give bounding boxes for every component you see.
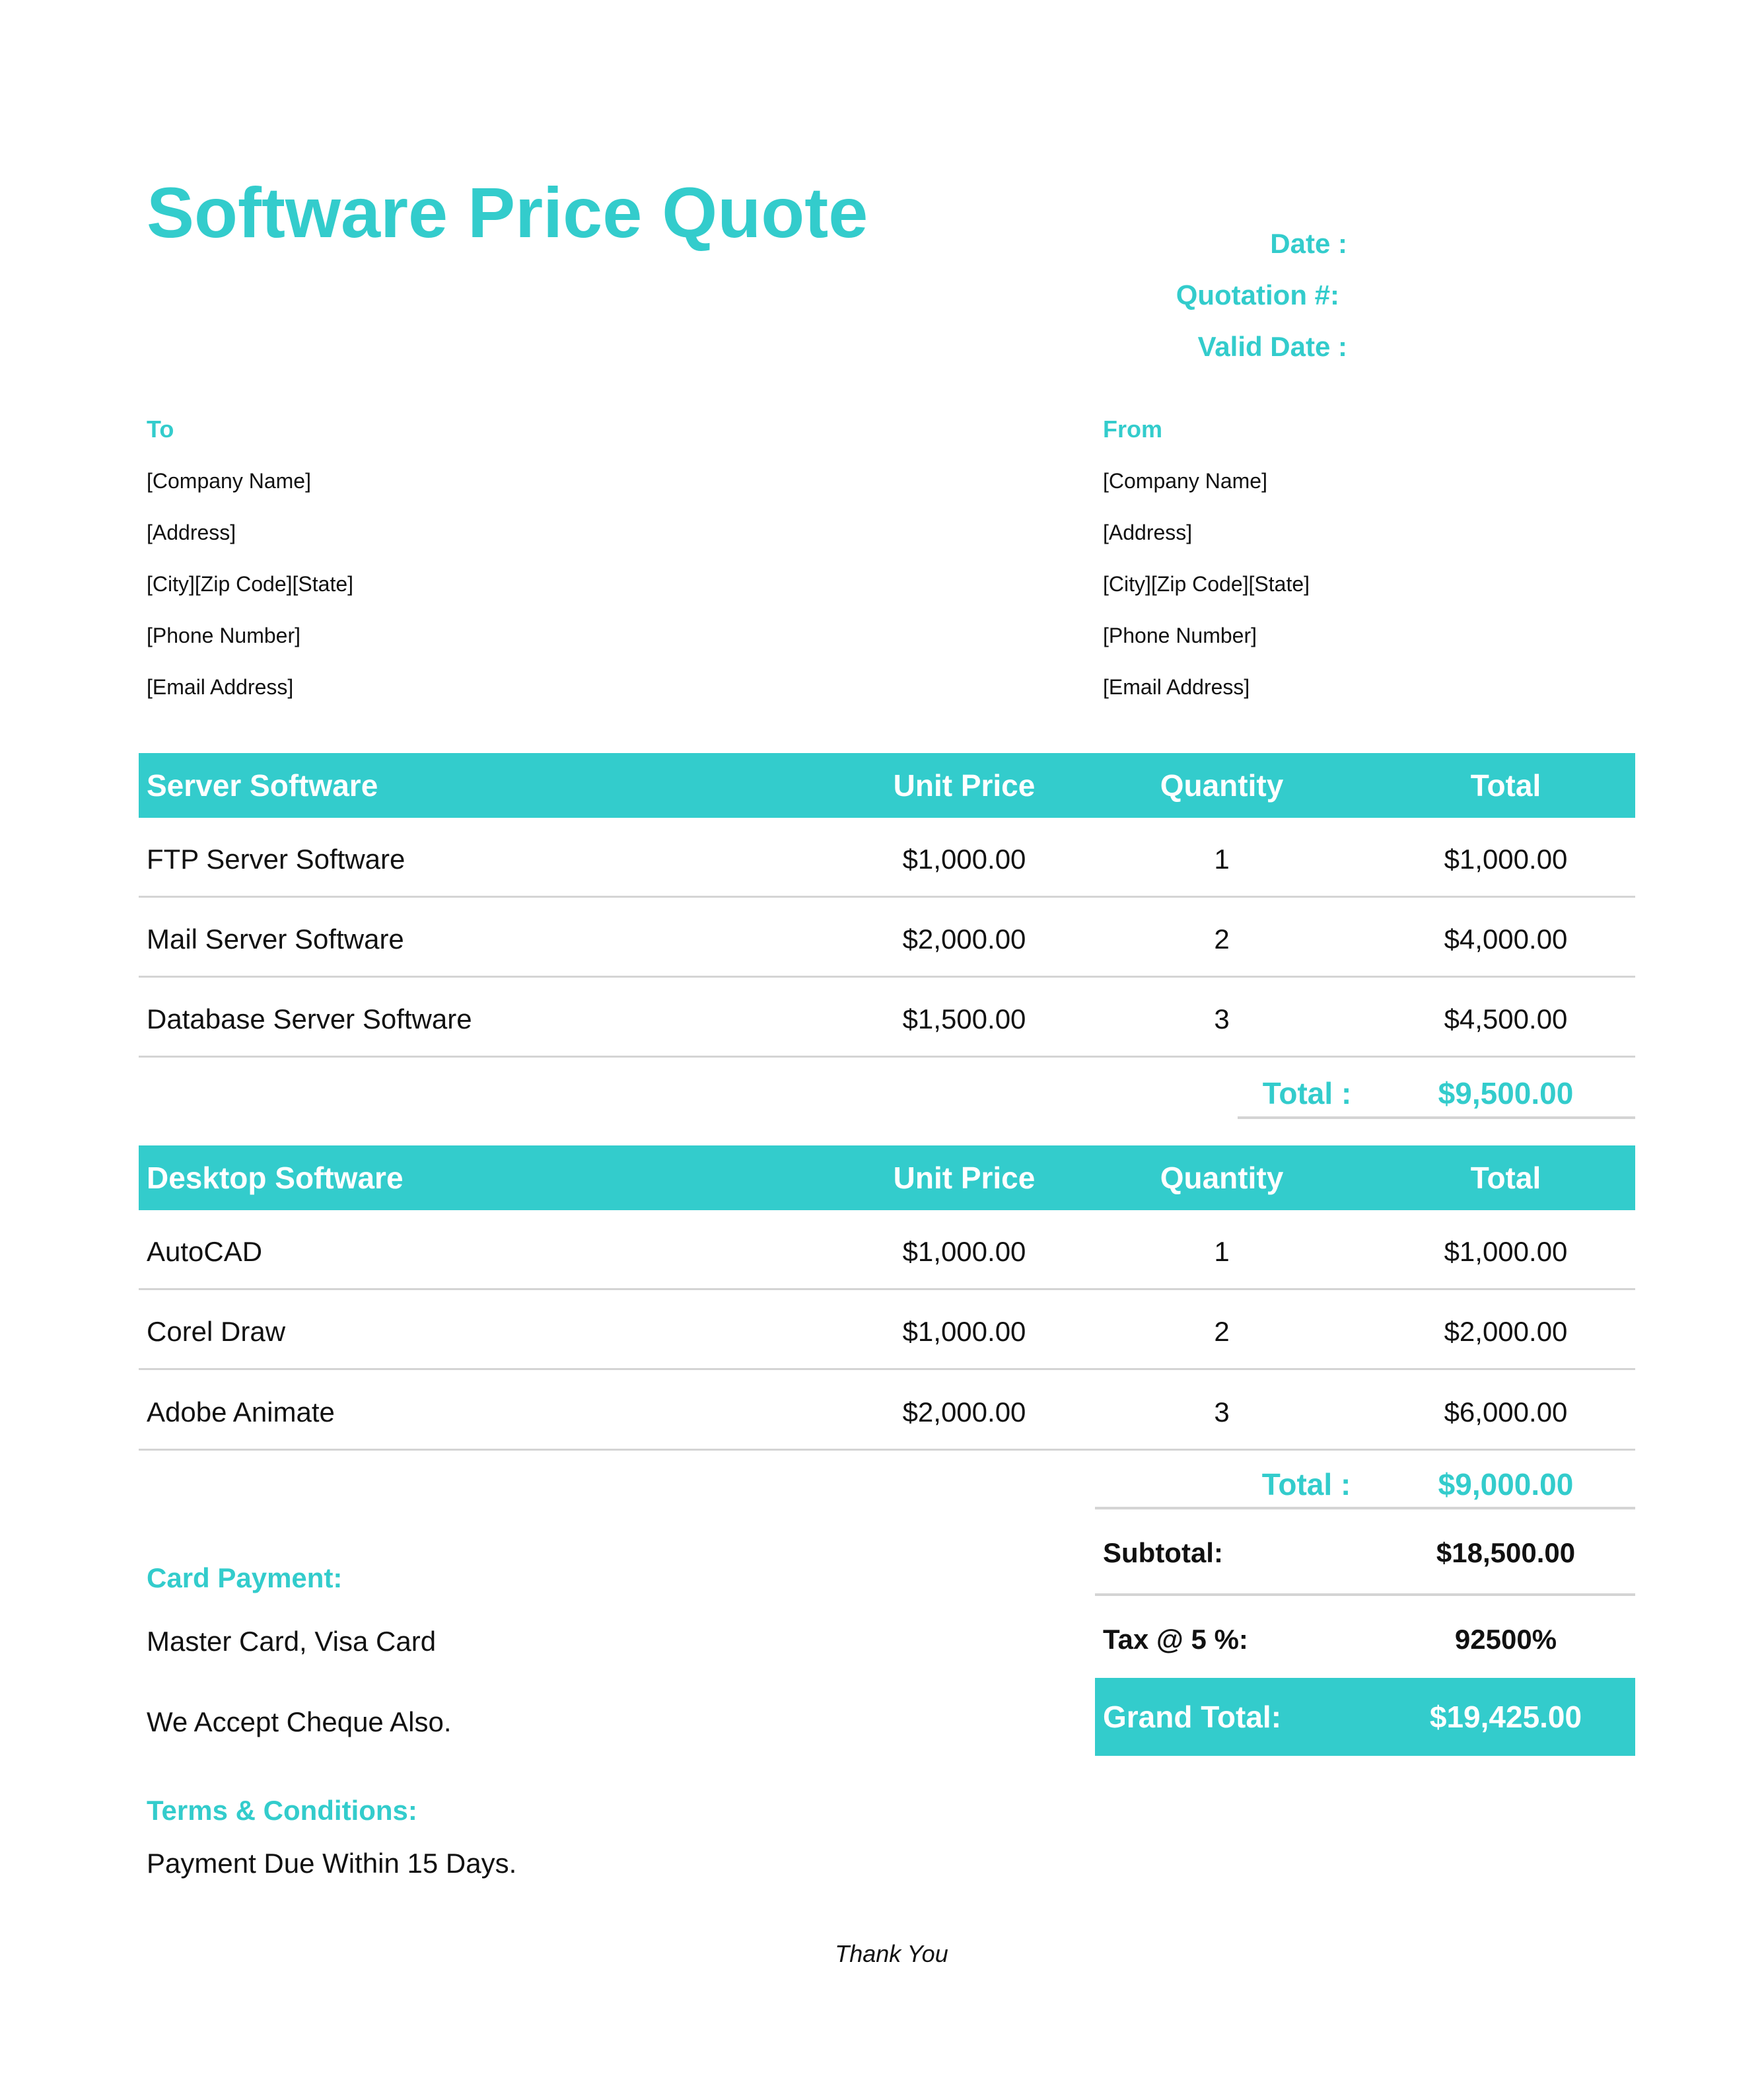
item-quantity: 3 <box>1214 1396 1230 1428</box>
item-name: Database Server Software <box>147 1003 472 1034</box>
server-total-value: $9,500.00 <box>1438 1076 1574 1110</box>
item-total: $4,000.00 <box>1444 923 1568 955</box>
item-quantity: 2 <box>1214 1316 1230 1347</box>
from-address: [Address] <box>1103 521 1193 544</box>
subtotal-value: $18,500.00 <box>1436 1537 1576 1568</box>
item-unit-price: $1,000.00 <box>902 1316 1026 1347</box>
tax-label: Tax @ 5 %: <box>1103 1624 1248 1655</box>
item-name: Mail Server Software <box>147 923 404 955</box>
server-header-quantity: Quantity <box>1160 768 1284 803</box>
item-quantity: 2 <box>1214 923 1230 955</box>
item-total: $4,500.00 <box>1444 1003 1568 1034</box>
server-header-unit-price: Unit Price <box>893 768 1036 803</box>
table-row <box>139 818 1635 898</box>
cheque-note: We Accept Cheque Also. <box>147 1706 452 1737</box>
item-name: FTP Server Software <box>147 844 405 875</box>
table-row <box>139 1290 1635 1370</box>
grand-total-row <box>1095 1678 1635 1756</box>
table-row <box>139 898 1635 978</box>
subtotal-row <box>1095 1509 1635 1596</box>
from-phone: [Phone Number] <box>1103 624 1257 647</box>
item-total: $2,000.00 <box>1444 1316 1568 1347</box>
thank-you-note: Thank You <box>835 1940 948 1967</box>
item-unit-price: $2,000.00 <box>902 923 1026 955</box>
to-phone: [Phone Number] <box>147 624 301 647</box>
server-total-divider <box>1238 1116 1635 1119</box>
item-total: $6,000.00 <box>1444 1396 1568 1428</box>
desktop-total-value: $9,000.00 <box>1438 1467 1574 1502</box>
from-city-zip-state: [City][Zip Code][State] <box>1103 572 1310 596</box>
to-heading: To <box>147 416 174 443</box>
from-heading: From <box>1103 416 1162 443</box>
desktop-header-quantity: Quantity <box>1160 1161 1284 1195</box>
desktop-total-label: Total : <box>1261 1467 1351 1502</box>
to-company: [Company Name] <box>147 469 311 493</box>
date-label: Date : <box>1270 228 1347 259</box>
desktop-header-total: Total <box>1470 1161 1541 1195</box>
server-total-label: Total : <box>1262 1076 1352 1110</box>
from-company: [Company Name] <box>1103 469 1267 493</box>
card-payment-heading: Card Payment: <box>147 1562 343 1593</box>
desktop-header-name: Desktop Software <box>147 1161 404 1195</box>
server-table-header <box>139 753 1635 818</box>
grand-total-label: Grand Total: <box>1103 1700 1282 1734</box>
item-total: $1,000.00 <box>1444 1236 1568 1267</box>
desktop-header-unit-price: Unit Price <box>893 1161 1036 1195</box>
item-quantity: 1 <box>1214 1236 1230 1267</box>
terms-text: Payment Due Within 15 Days. <box>147 1848 517 1879</box>
table-row <box>139 978 1635 1058</box>
subtotal-label: Subtotal: <box>1103 1537 1223 1568</box>
to-address: [Address] <box>147 521 236 544</box>
item-name: Corel Draw <box>147 1316 286 1347</box>
item-name: Adobe Animate <box>147 1396 335 1428</box>
table-row <box>139 1210 1635 1290</box>
grand-total-value: $19,425.00 <box>1429 1700 1582 1734</box>
to-email: [Email Address] <box>147 675 294 699</box>
to-city-zip-state: [City][Zip Code][State] <box>147 572 354 596</box>
item-total: $1,000.00 <box>1444 844 1568 875</box>
item-unit-price: $1,500.00 <box>902 1003 1026 1034</box>
item-quantity: 3 <box>1214 1003 1230 1034</box>
item-quantity: 1 <box>1214 844 1230 875</box>
item-unit-price: $2,000.00 <box>902 1396 1026 1428</box>
item-name: AutoCAD <box>147 1236 263 1267</box>
from-email: [Email Address] <box>1103 675 1250 699</box>
server-header-name: Server Software <box>147 768 378 803</box>
item-unit-price: $1,000.00 <box>902 844 1026 875</box>
table-row <box>139 1371 1635 1451</box>
accepted-cards: Master Card, Visa Card <box>147 1626 437 1657</box>
tax-row <box>1095 1596 1635 1680</box>
quotation-number-label: Quotation #: <box>1176 279 1339 310</box>
desktop-table-header <box>139 1145 1635 1210</box>
terms-heading: Terms & Conditions: <box>147 1795 417 1826</box>
valid-date-label: Valid Date : <box>1197 331 1347 362</box>
server-header-total: Total <box>1470 768 1541 803</box>
page-title: Software Price Quote <box>147 172 868 252</box>
item-unit-price: $1,000.00 <box>902 1236 1026 1267</box>
tax-value: 92500% <box>1454 1624 1557 1655</box>
